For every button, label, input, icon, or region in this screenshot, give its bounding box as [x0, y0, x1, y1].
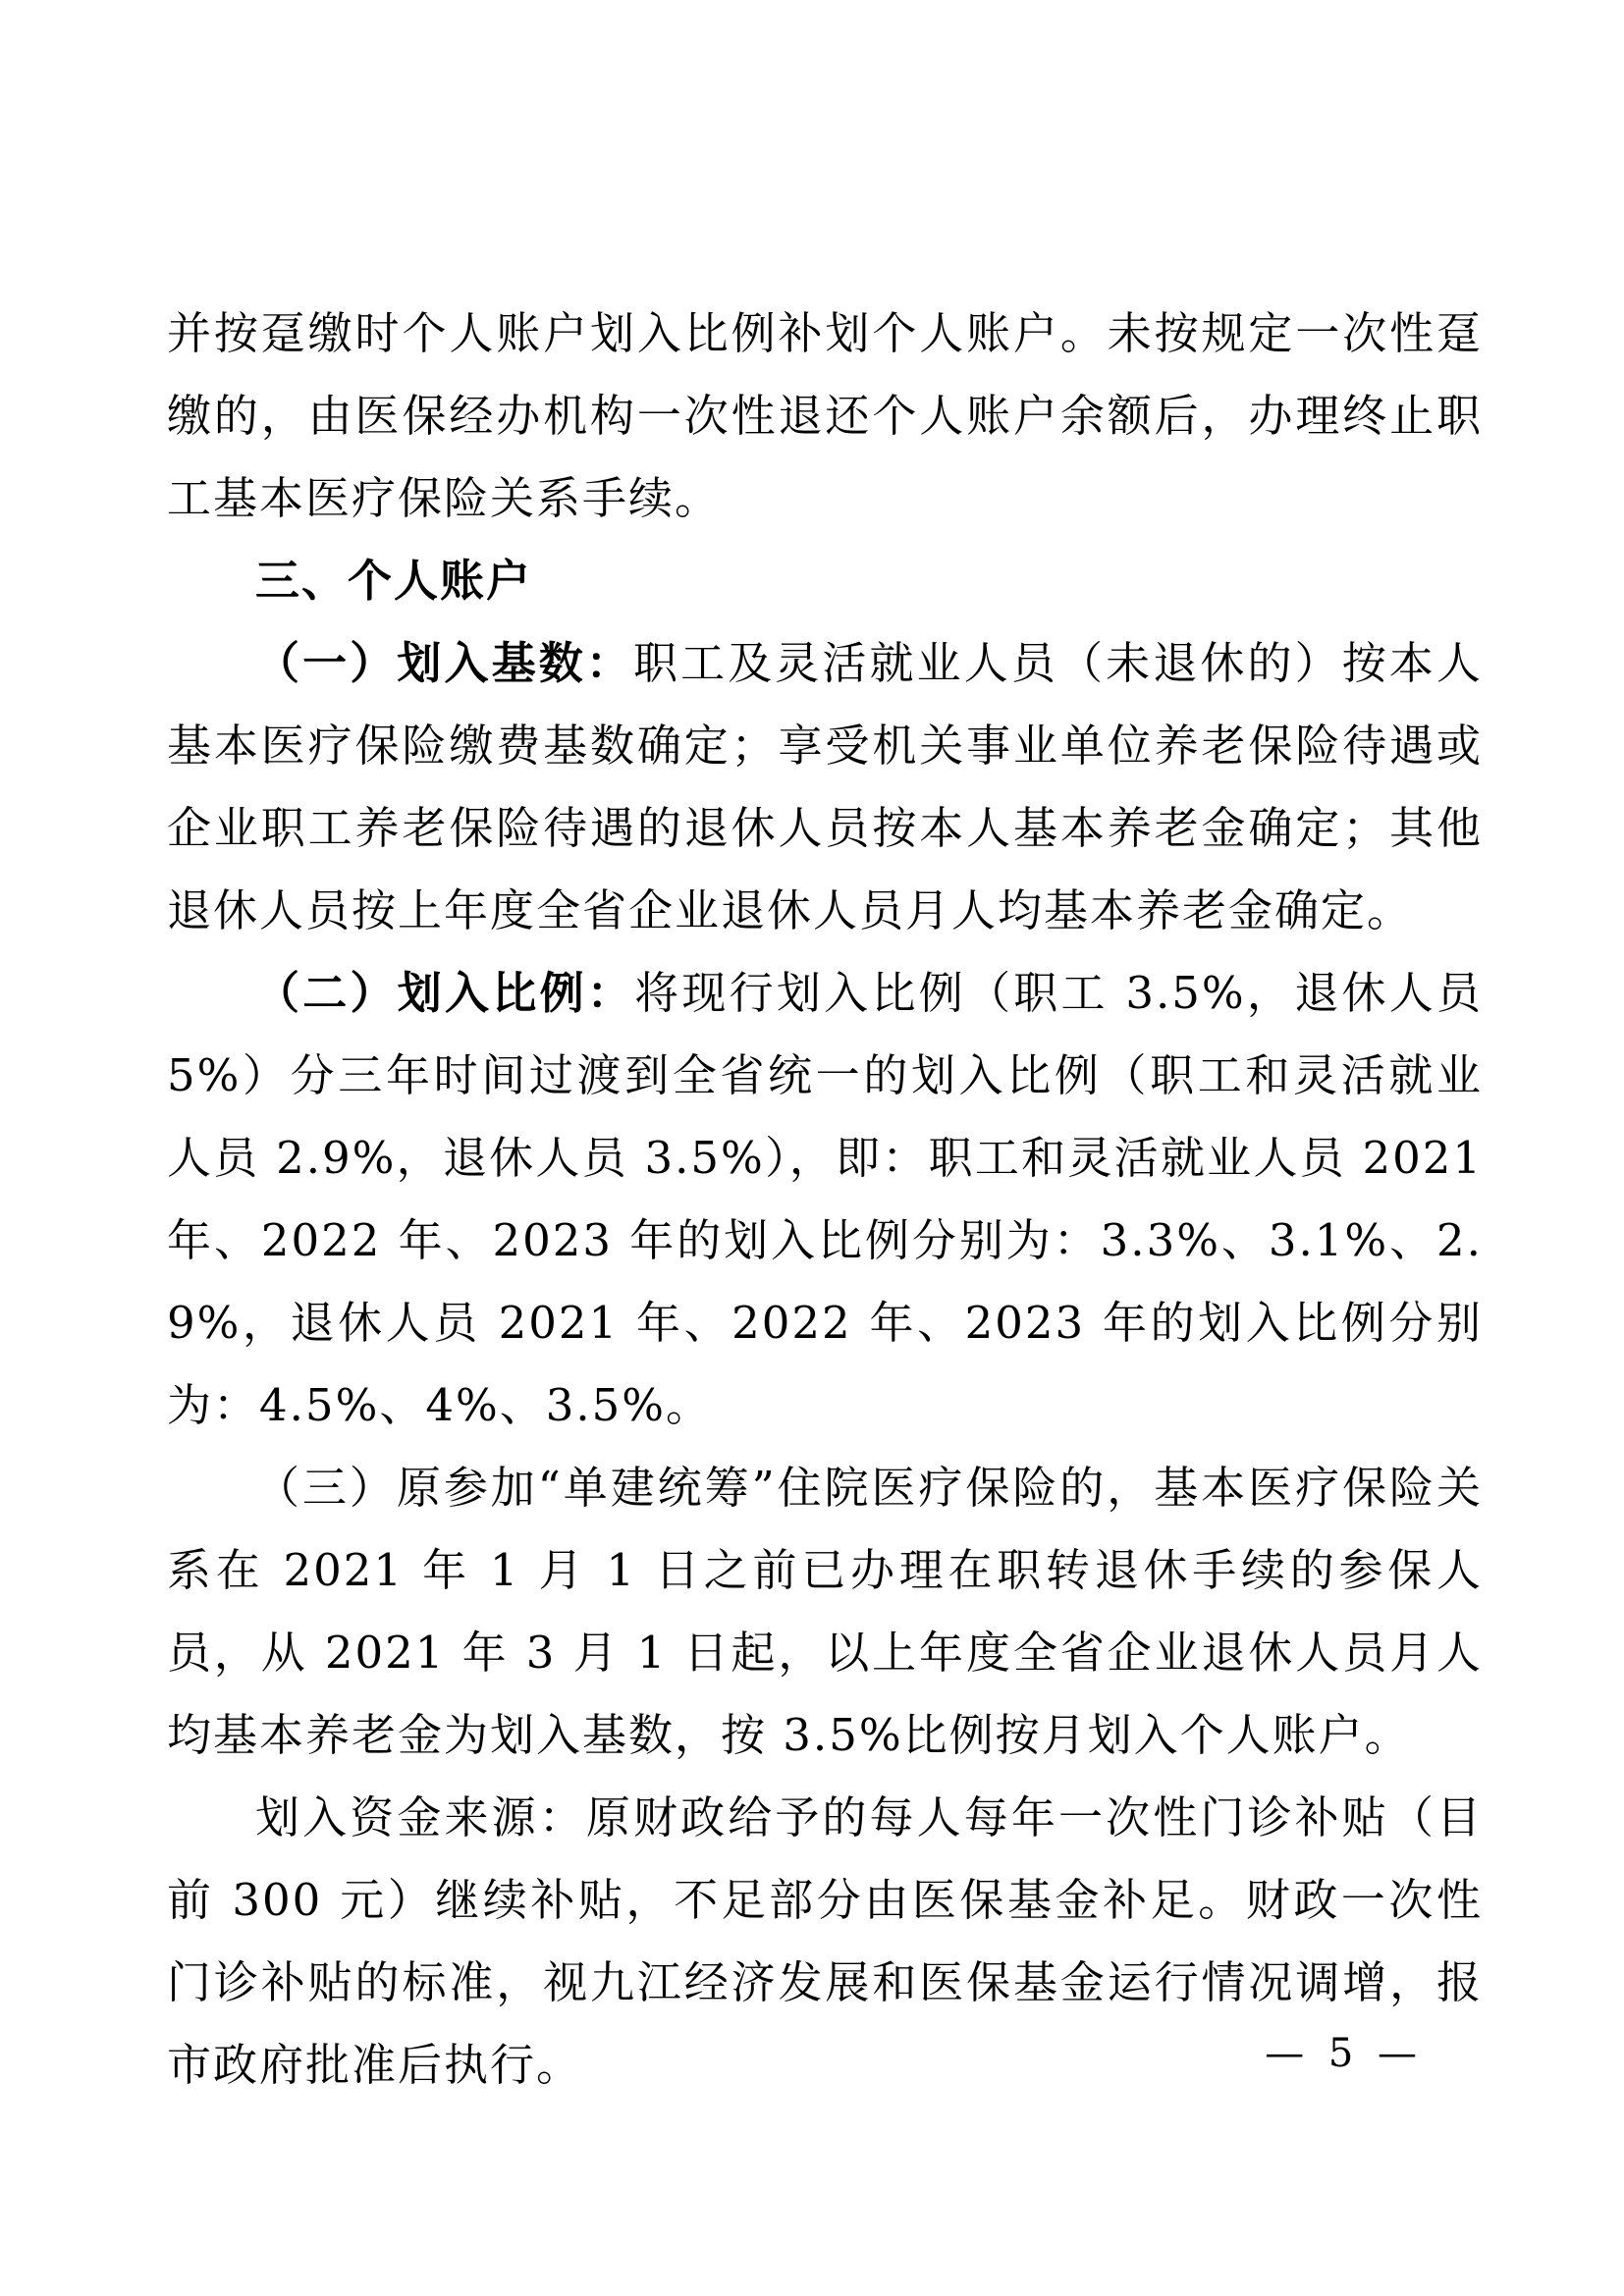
page-number: — 5 —: [1265, 2031, 1423, 2076]
item2-label: （二）划入比例：: [255, 967, 635, 1019]
paragraph-funding-source: 划入资金来源：原财政给予的每人每年一次性门诊补贴（目前 300 元）继续补贴，不足部分由医保基金补足。财政一次性门诊补贴的标准，视九江经济发展和医保基金运行情况调增，报市政府批准后执行。: [167, 1791, 1483, 2091]
item1-label: （一）划入基数：: [255, 637, 633, 689]
section-heading-personal-account: 三、个人账户: [255, 555, 533, 607]
paragraph-item2: [167, 952, 1483, 1447]
paragraph-item3: （三）原参加“单建统筹”住院医疗保险的，基本医疗保险关系在 2021 年 1 月 1 日之前已办理在职转退休手续的参保人员，从 2021 年 3 月 1 日起，以上年度全省企业退休人员月人均基本养老金为划入基数，按 3.5%比例按月划入个人账户。: [167, 1462, 1483, 1761]
paragraph-item1: [167, 622, 1483, 952]
document-body: [167, 293, 1483, 2107]
item2-text: 将现行划入比例（职工 3.5%，退休人员 5%）分三年时间过渡到全省统一的划入比例（职工和灵活就业人员 2.9%，退休人员 3.5%），即：职工和灵活就业人员 2021 年、2022 年、2023 年的划入比例分别为：3.3%、3.1%、2.9%，退休人员 2021 年、2022 年、2023 年的划入比例分别为：4.5%、4%、3.5%。: [167, 967, 1483, 1431]
paragraph-carryover: 并按趸缴时个人账户划入比例补划个人账户。未按规定一次性趸缴的，由医保经办机构一次性退还个人账户余额后，办理终止职工基本医疗保险关系手续。: [167, 307, 1483, 524]
item1-text: 职工及灵活就业人员（未退休的）按本人基本医疗保险缴费基数确定；享受机关事业单位养老保险待遇或企业职工养老保险待遇的退休人员按本人基本养老金确定；其他退休人员按上年度全省企业退休人员月人均基本养老金确定。: [167, 637, 1483, 936]
